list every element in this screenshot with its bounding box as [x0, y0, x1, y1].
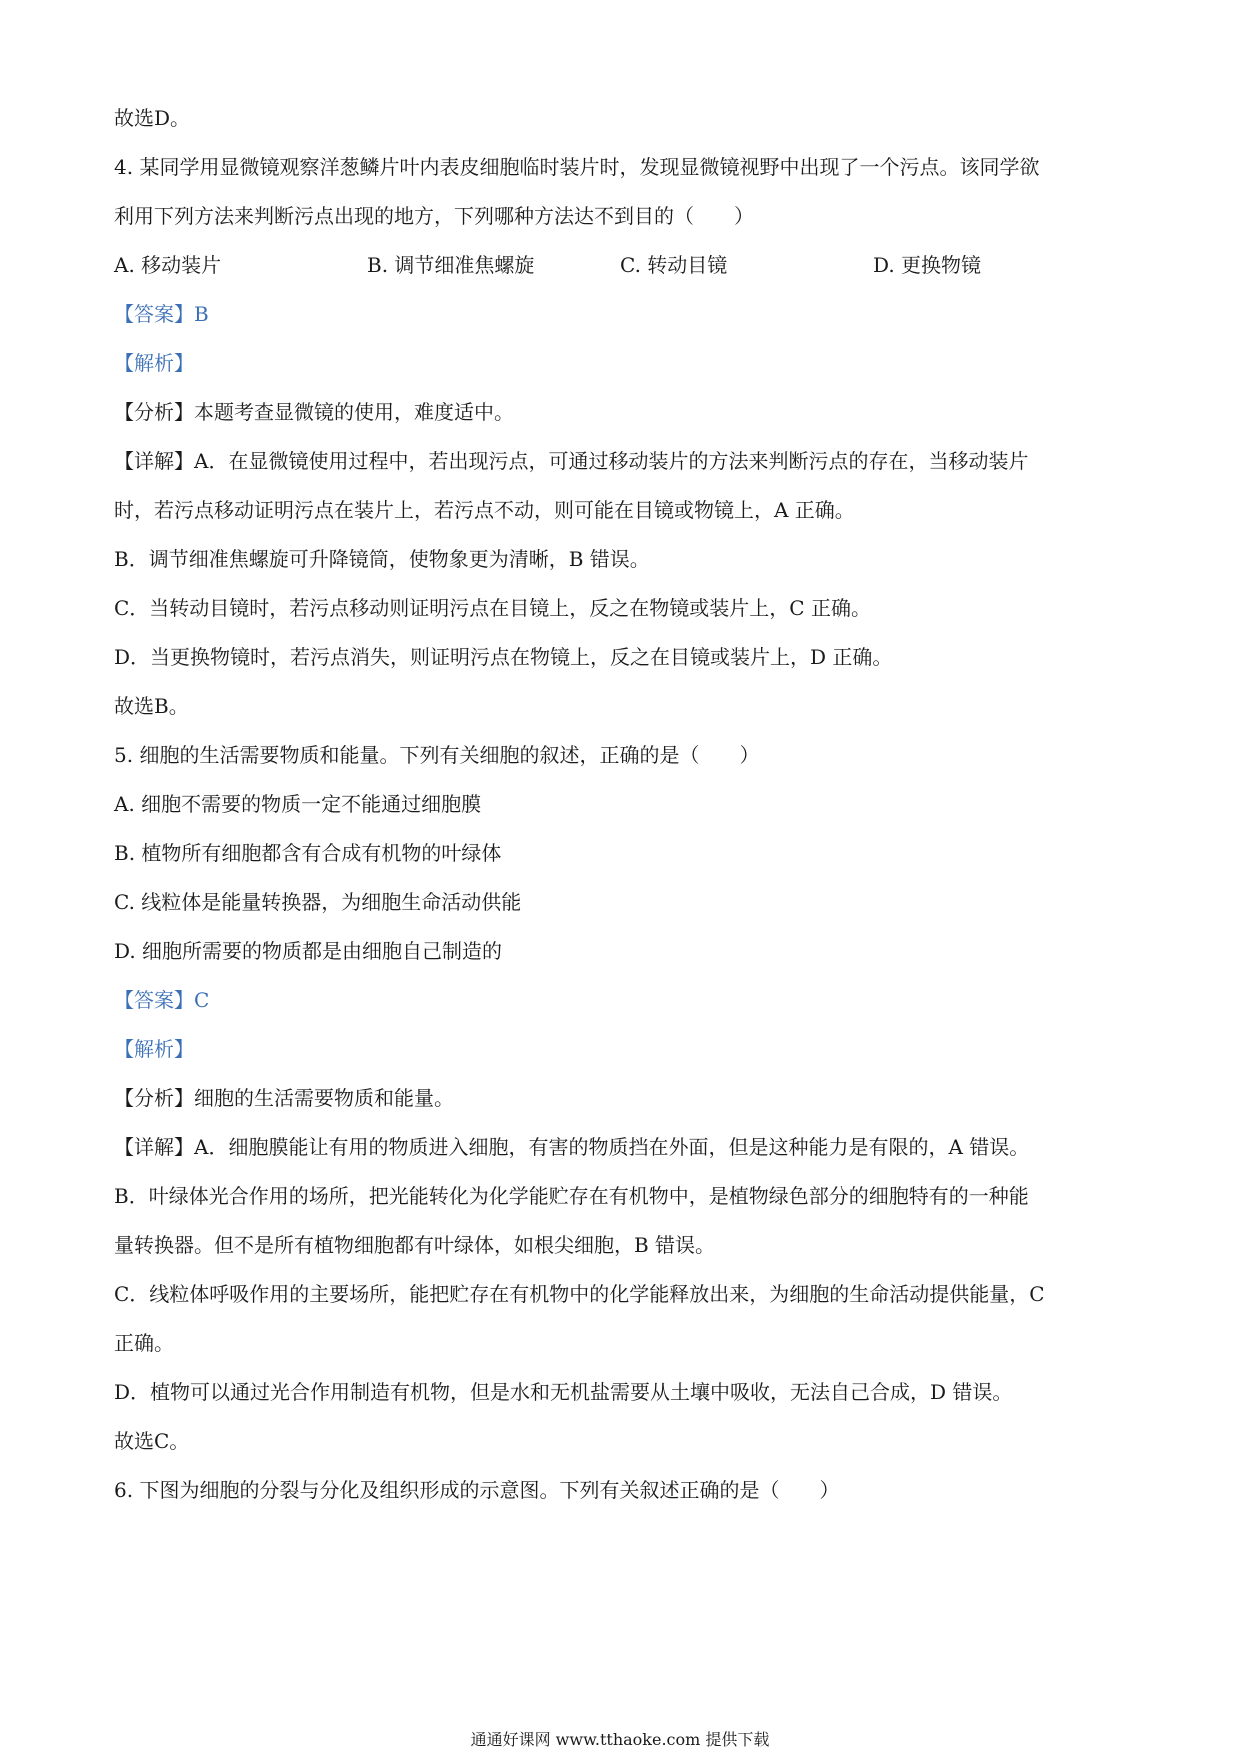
question-5-conclusion: 故选C。: [114, 1429, 190, 1453]
question-4-option-b: B. 调节细准焦螺旋: [367, 253, 535, 277]
question-6-stem: 6. 下图为细胞的分裂与分化及组织形成的示意图。下列有关叙述正确的是（ ）: [114, 1478, 840, 1502]
question-4-analysis: 【分析】本题考查显微镜的使用，难度适中。: [114, 400, 514, 424]
question-4-answer: 【答案】B: [114, 302, 209, 326]
question-5-stem: 5. 细胞的生活需要物质和能量。下列有关细胞的叙述，正确的是（ ）: [114, 743, 760, 767]
question-4-option-c: C. 转动目镜: [620, 253, 728, 277]
question-4-detail-line-2: 时，若污点移动证明污点在装片上，若污点不动，则可能在目镜或物镜上，A 正确。: [114, 498, 855, 522]
question-5-detail-c-line-2: 正确。: [114, 1331, 174, 1355]
question-5-option-c: C. 线粒体是能量转换器，为细胞生命活动供能: [114, 890, 522, 914]
question-4-detail-d: D．当更换物镜时，若污点消失，则证明污点在物镜上，反之在目镜或装片上，D 正确。: [114, 645, 893, 669]
answer-conclusion: 故选D。: [114, 106, 191, 130]
question-5-option-a: A. 细胞不需要的物质一定不能通过细胞膜: [114, 792, 482, 816]
question-4-stem-line-2: 利用下列方法来判断污点出现的地方，下列哪种方法达不到目的（ ）: [114, 204, 754, 228]
question-5-analysis: 【分析】细胞的生活需要物质和能量。: [114, 1086, 454, 1110]
question-4-detail-b: B．调节细准焦螺旋可升降镜筒，使物象更为清晰，B 错误。: [114, 547, 650, 571]
question-4-conclusion: 故选B。: [114, 694, 189, 718]
question-4-detail-line-1: 【详解】A．在显微镜使用过程中，若出现污点，可通过移动装片的方法来判断污点的存在，当移动装片: [114, 449, 1029, 473]
question-4-detail-c: C．当转动目镜时，若污点移动则证明污点在目镜上，反之在物镜或装片上，C 正确。: [114, 596, 871, 620]
question-5-detail-d: D．植物可以通过光合作用制造有机物，但是水和无机盐需要从土壤中吸收，无法自己合成，D 错误。: [114, 1380, 1013, 1404]
question-5-option-b: B. 植物所有细胞都含有合成有机物的叶绿体: [114, 841, 502, 865]
question-4-option-d: D. 更换物镜: [873, 253, 982, 277]
question-4-stem-line-1: 4. 某同学用显微镜观察洋葱鳞片叶内表皮细胞临时装片时，发现显微镜视野中出现了一个污点。该同学欲: [114, 155, 1040, 179]
question-5-detail-b-line-1: B．叶绿体光合作用的场所，把光能转化为化学能贮存在有机物中，是植物绿色部分的细胞特有的一种能: [114, 1184, 1029, 1208]
question-5-detail-a: 【详解】A．细胞膜能让有用的物质进入细胞，有害的物质挡在外面，但是这种能力是有限的，A 错误。: [114, 1135, 1030, 1159]
question-4-option-a: A. 移动装片: [114, 253, 222, 277]
question-5-option-d: D. 细胞所需要的物质都是由细胞自己制造的: [114, 939, 503, 963]
page-footer: 通通好课网 www.tthaoke.com 提供下载: [470, 1730, 770, 1749]
question-5-answer: 【答案】C: [114, 988, 210, 1012]
question-5-analysis-heading: 【解析】: [114, 1037, 194, 1061]
question-5-detail-b-line-2: 量转换器。但不是所有植物细胞都有叶绿体，如根尖细胞，B 错误。: [114, 1233, 716, 1257]
question-5-detail-c-line-1: C．线粒体呼吸作用的主要场所，能把贮存在有机物中的化学能释放出来，为细胞的生命活动提供能量，C: [114, 1282, 1045, 1306]
question-4-analysis-heading: 【解析】: [114, 351, 194, 375]
